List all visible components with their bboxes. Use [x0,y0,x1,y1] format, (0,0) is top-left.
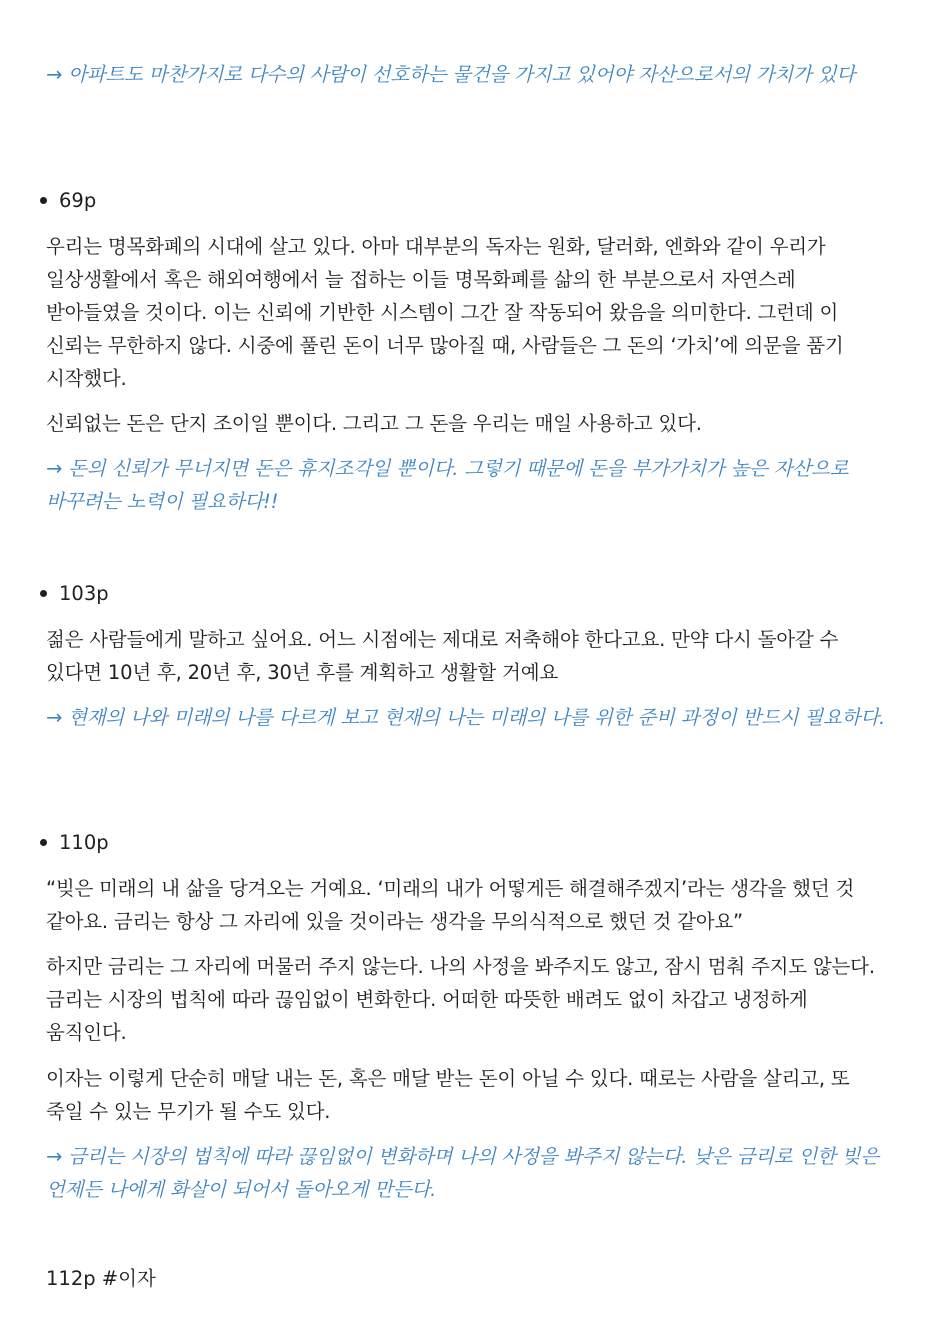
bullet-dot [40,839,47,846]
note-103p: → 현재의 나와 미래의 나를 다르게 보고 현재의 나는 미래의 나를 위한 준비 과정이 반드시 필요하다. [46,706,885,729]
paragraph-103p-1: 젊은 사람들에게 말하고 싶어요. 어느 시점에는 제대로 저축해야 한다고요. 만약 다시 돌아갈 수 있다면 10년 후, 20년 후, 30년 후를 계획하고 생활할 거예요 [46,628,839,684]
note-110p: → 금리는 시장의 법칙에 따라 끊임없이 변화하며 나의 사정을 봐주지 않는다. 낮은 금리로 인한 빚은 언제든 나에게 화살이 되어서 돌아오게 만든다. [46,1145,879,1201]
bullet-dot [40,590,47,597]
note-69p: → 돈의 신뢰가 무너지면 돈은 휴지조각일 뿐이다. 그렇기 때문에 돈을 부가가치가 높은 자산으로 바꾸려는 노력이 필요하다!! [46,457,849,513]
page-ref: 110p [59,831,109,854]
bullet-dot [40,197,47,204]
paragraph-69p-1: 우리는 명목화폐의 시대에 살고 있다. 아마 대부분의 독자는 원화, 달러화, 엔화와 같이 우리가 일상생활에서 혹은 해외여행에서 늘 접하는 이들 명목화폐를 삶의 한 부분으로서 자연스레 받아들였을 것이다. 이는 신뢰에 기반한 시스템이 그간 잘 작동되어 왔음을 의미한다. 그런데 이 신뢰는 무한하지 않다. 시중에 풀린 돈이 너무 많아질 때, 사람들은 그 돈의 ‘가치’에 의문을 품기 시작했다. [46,235,844,390]
page-ref: 103p [59,582,109,605]
footer-tag: 112p #이자 [46,1267,156,1290]
paragraph-110p-2: 하지만 금리는 그 자리에 머물러 주지 않는다. 나의 사정을 봐주지도 않고, 잠시 멈춰 주지도 않는다. 금리는 시장의 법칙에 따라 끊임없이 변화한다. 어떠한 따뜻한 배려도 없이 차갑고 냉정하게 움직인다. [46,955,875,1044]
bullet-103p [0,577,109,610]
paragraph-69p-2: 신뢰없는 돈은 단지 조이일 뿐이다. 그리고 그 돈을 우리는 매일 사용하고 있다. [46,412,702,435]
bullet-110p [0,826,109,859]
paragraph-110p-3: 이자는 이렇게 단순히 매달 내는 돈, 혹은 매달 받는 돈이 아닐 수 있다. 때로는 사람을 살리고, 또 죽일 수 있는 무기가 될 수도 있다. [46,1067,850,1123]
note-apartment: → 아파트도 마찬가지로 다수의 사람이 선호하는 물건을 가지고 있어야 자산으로서의 가치가 있다 [46,63,855,86]
page-ref: 69p [59,189,97,212]
bullet-69p [0,184,96,217]
paragraph-110p-1: “빚은 미래의 내 삶을 당겨오는 거예요. ‘미래의 내가 어떻게든 해결해주겠지’라는 생각을 했던 것 같아요. 금리는 항상 그 자리에 있을 것이라는 생각을 무의식적으로 했던 것 같아요” [46,877,855,933]
